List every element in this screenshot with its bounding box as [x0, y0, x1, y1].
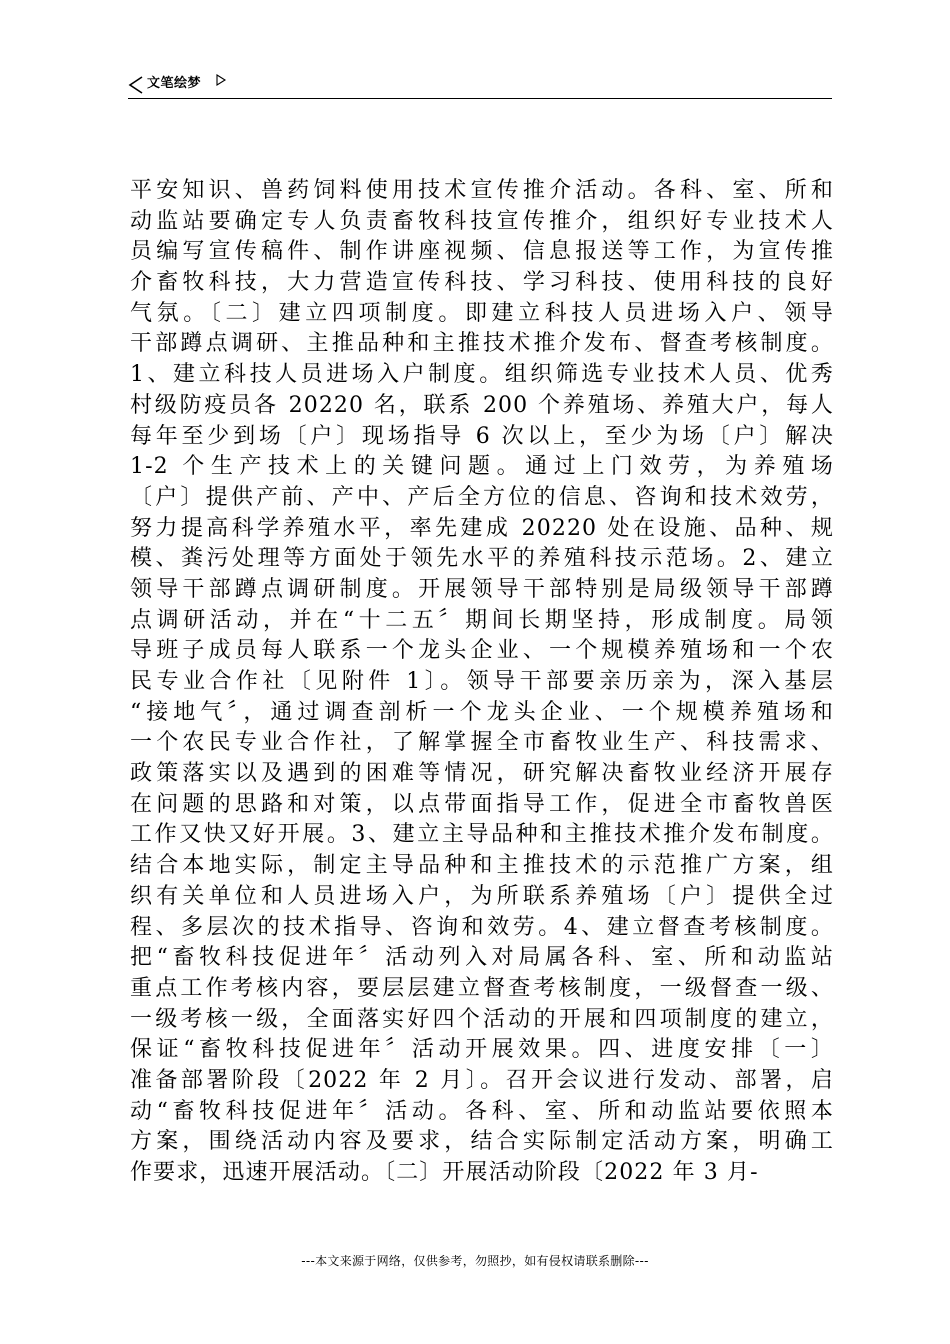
body-line: 干部蹲点调研、主推品种和主推技术推介发布、督查考核制度。 [130, 331, 834, 357]
body-line: “接地气〞，通过调查剖析一个龙头企业、一个规模养殖场和 [130, 699, 834, 725]
body-line: 平安知识、兽药饲料使用技术宣传推介活动。各科、室、所和 [130, 178, 834, 203]
body-line: 民专业合作社〔见附件 1〕。领导干部要亲历亲为，深入基层 [130, 669, 834, 694]
body-line: 一个农民专业合作社，了解掌握全市畜牧业生产、科技需求、 [130, 730, 834, 756]
document-body [130, 176, 834, 1189]
body-line: 方案，围绕活动内容及要求，结合实际制定活动方案，明确工 [130, 1129, 834, 1155]
body-line: 模、粪污处理等方面处于领先水平的养殖科技示范场。2、建立 [130, 546, 834, 572]
body-line: 每年至少到场〔户〕现场指导 6 次以上，至少为场〔户〕解决 [130, 423, 834, 449]
body-line: 作要求，迅速开展活动。〔二〕开展活动阶段〔2022 年 3 月- [130, 1160, 759, 1185]
body-line: 政策落实以及遇到的困难等情况，研究解决畜牧业经济开展存 [130, 761, 834, 787]
body-line: 织有关单位和人员进场入户，为所联系养殖场〔户〕提供全过 [130, 883, 834, 909]
body-line: 领导干部蹲点调研制度。开展领导干部特别是局级领导干部蹲 [130, 576, 834, 602]
body-line: 结合本地实际，制定主导品种和主推技术的示范推广方案，组 [130, 853, 834, 879]
body-line: 保证“畜牧科技促进年〞活动开展效果。四、进度安排〔一〕 [130, 1037, 834, 1063]
page-header [128, 72, 832, 99]
body-line: 点调研活动，并在“十二五〞期间长期坚持，形成制度。局领 [130, 607, 834, 633]
body-line: 准备部署阶段〔2022 年 2 月〕。召开会议进行发动、部署，启 [130, 1067, 834, 1093]
body-line: 在问题的思路和对策，以点带面指导工作，促进全市畜牧兽医 [130, 791, 834, 817]
body-line: 村级防疫员各 20220 名，联系 200 个养殖场、养殖大户，每人 [130, 392, 834, 418]
body-line: 重点工作考核内容，要层层建立督查考核制度，一级督查一级、 [130, 975, 834, 1001]
body-line: 1-2 个生产技术上的关键问题。通过上门效劳，为养殖场 [130, 454, 834, 480]
footer-disclaimer: ---本文来源于网络，仅供参考，勿照抄，如有侵权请联系删除--- [301, 1254, 649, 1268]
body-line: 动“畜牧科技促进年〞活动。各科、室、所和动监站要依照本 [130, 1098, 834, 1124]
body-line: 把“畜牧科技促进年〞活动列入对局属各科、室、所和动监站 [130, 945, 834, 971]
body-line: 动监站要确定专人负责畜牧科技宣传推介，组织好专业技术人 [130, 208, 834, 234]
body-line: 〔户〕提供产前、产中、产后全方位的信息、咨询和技术效劳， [130, 484, 834, 510]
body-line: 气氛。〔二〕建立四项制度。即建立科技人员进场入户、领导 [130, 300, 834, 326]
body-line: 导班子成员每人联系一个龙头企业、一个规模养殖场和一个农 [130, 638, 834, 664]
body-line: 努力提高科学养殖水平，率先建成 20220 处在设施、品种、规 [130, 515, 834, 541]
body-line: 工作又快又好开展。3、建立主导品种和主推技术推介发布制度。 [130, 822, 834, 848]
body-line: 员编写宣传稿件、制作讲座视频、信息报送等工作，为宣传推 [130, 239, 834, 265]
body-line: 程、多层次的技术指导、咨询和效劳。4、建立督查考核制度。 [130, 914, 834, 940]
body-line: 一级考核一级，全面落实好四个活动的开展和四项制度的建立， [130, 1006, 834, 1032]
body-line: 1、建立科技人员进场入户制度。组织筛选专业技术人员、优秀 [130, 362, 834, 388]
triangle-right-outline-icon [215, 74, 227, 86]
triangle-left-outline-icon [128, 76, 144, 94]
body-line: 介畜牧科技，大力营造宣传科技、学习科技、使用科技的良好 [130, 270, 834, 296]
header-title: 文笔绘梦 [147, 76, 202, 91]
